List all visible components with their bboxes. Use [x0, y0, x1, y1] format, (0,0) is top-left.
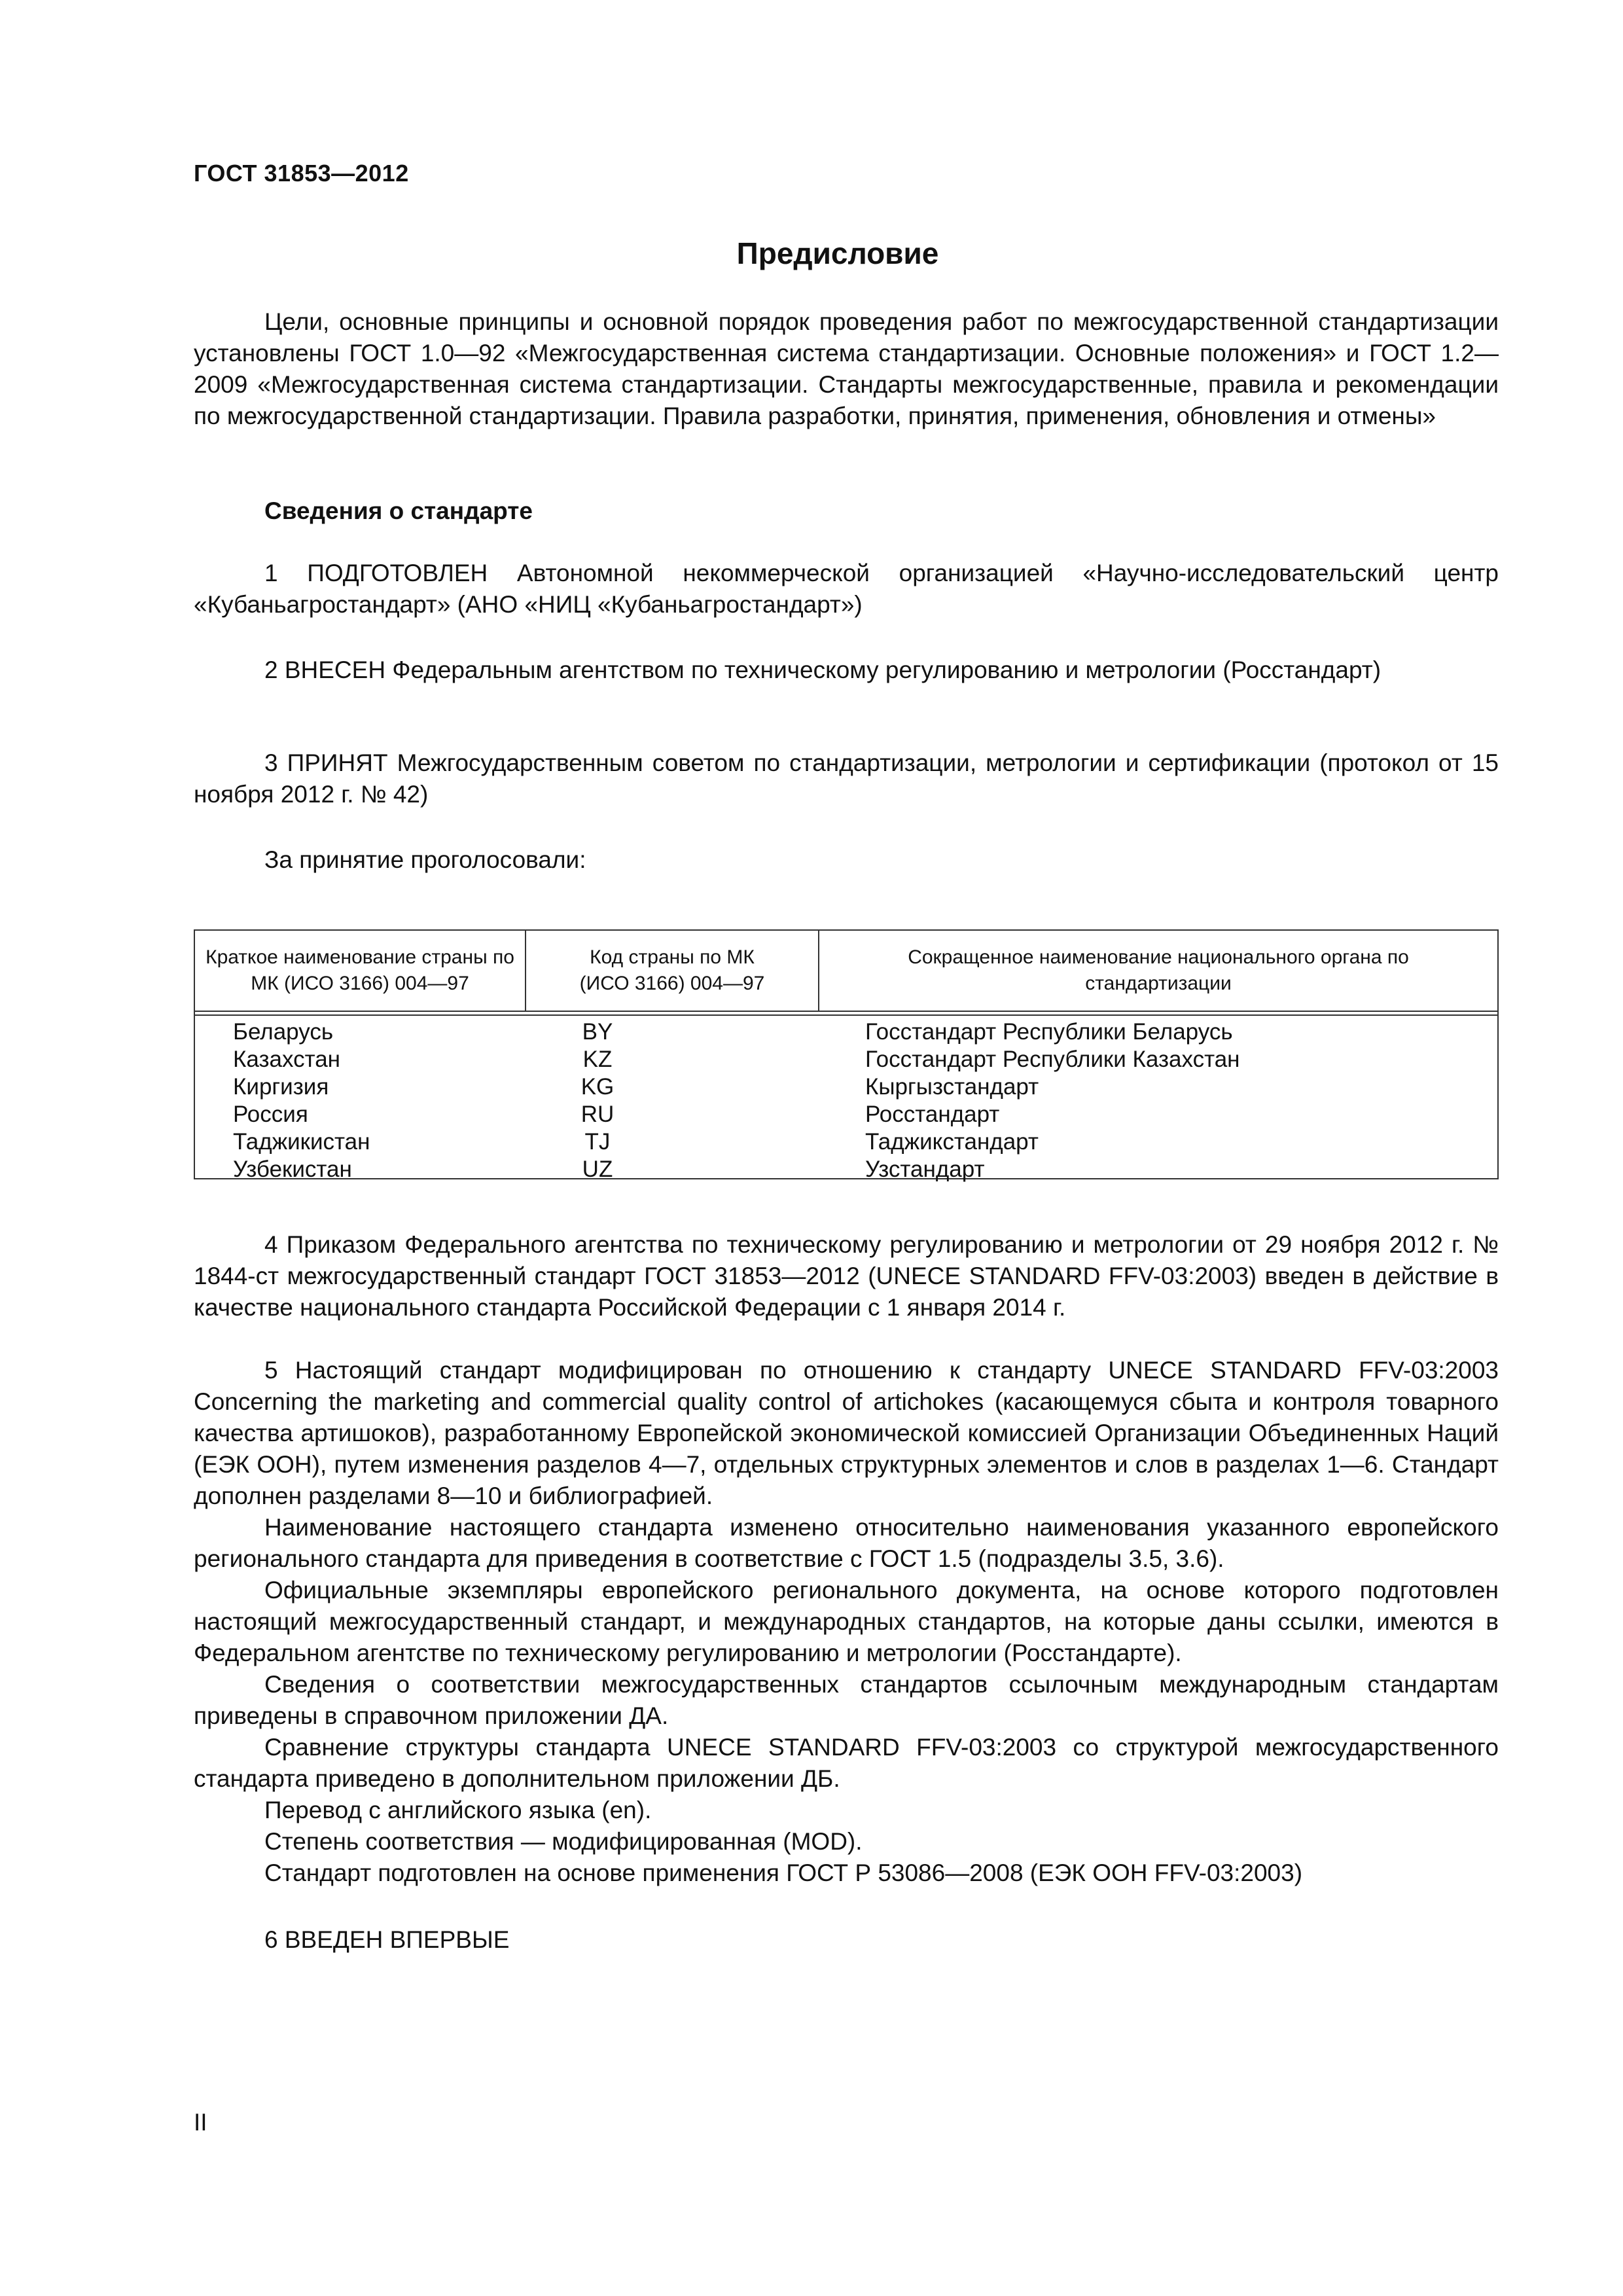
- standard-code: ГОСТ 31853—2012: [194, 160, 409, 187]
- table-row: [195, 1073, 1497, 1101]
- national-body: Кыргызстандарт: [865, 1074, 1039, 1100]
- item-6: 6 ВВЕДЕН ВПЕРВЫЕ: [264, 1926, 510, 1953]
- item-5-paragraph: Сведения о соответствии межгосударственных стандартов ссылочным международным стандартам приведены в справочном приложении ДА.: [194, 1671, 1499, 1729]
- country-code: KG: [580, 1074, 615, 1100]
- national-body: Таджикстандарт: [865, 1129, 1039, 1155]
- header-national-body: Сокращенное наименование национального органа по стандартизации: [908, 946, 1409, 994]
- member-states-table: [194, 929, 1499, 1182]
- national-body: Узстандарт: [865, 1157, 985, 1182]
- item-5-paragraph: Степень соответствия — модифицированная (MOD).: [264, 1828, 863, 1855]
- header-country-code: Код страны по МК (ИСО 3166) 004—97: [579, 946, 765, 994]
- country-code: RU: [580, 1102, 615, 1127]
- table-row: [195, 1156, 1497, 1183]
- table-row: [195, 1018, 1497, 1046]
- intro-paragraph: [194, 306, 1499, 432]
- item-5-paragraph: Официальные экземпляры европейского регионального документа, на основе которого подготовлен настоящий межгосударственный стандарт, и международных стандартов, на которые даны ссылки, имеются в Федеральном агентстве по техническому регулированию и метрологии (Росстандарте).: [194, 1577, 1499, 1666]
- item-5: [194, 1355, 1499, 1889]
- item-1-text: 1 ПОДГОТОВЛЕН Автономной некоммерческой организацией «Научно-исследовательский центр «Кубаньагростандарт» (АНО «НИЦ «Кубаньагростандарт»): [194, 560, 1499, 618]
- table-row: [195, 1128, 1497, 1156]
- intro-text: Цели, основные принципы и основной порядок проведения работ по межгосударственной стандартизации установлены ГОСТ 1.0—92 «Межгосударственная система стандартизации. Основные положения» и ГОСТ 1.2—2009 «Межгосударственная система стандартизации. Стандарты межгосударственные, правила и рекомендации по межгосударственной стандартизации. Правила разработки, принятия, применения, обновления и отмены»: [194, 308, 1499, 429]
- country-name: Таджикистан: [233, 1129, 370, 1155]
- country-code: TJ: [584, 1129, 611, 1155]
- item-3: [194, 747, 1499, 810]
- item-5-paragraph: 5 Настоящий стандарт модифицирован по отношению к стандарту UNECE STANDARD FFV-03:2003 Concerning the marketing and commercial quality control of artichokes (касающемуся сбыта и контроля товарного качества артишоков), разработанному Европейской экономической комиссией Организации Объединенных Наций (ЕЭК ООН), путем изменения разделов 4—7, отдельных структурных элементов и слов в разделах 1—6. Стандарт дополнен разделами 8—10 и библиографией.: [194, 1357, 1499, 1509]
- page-title: Предисловие: [736, 236, 939, 270]
- table-header: [195, 931, 1497, 1011]
- table-body: [195, 1018, 1497, 1183]
- item-5-paragraph: Перевод с английского языка (en).: [264, 1797, 652, 1823]
- item-4: [194, 1229, 1499, 1323]
- table-row: [195, 1101, 1497, 1128]
- info-heading: Сведения о стандарте: [264, 497, 533, 524]
- country-name: Казахстан: [233, 1047, 341, 1072]
- country-name: Беларусь: [233, 1019, 334, 1045]
- item-1: [194, 558, 1499, 620]
- item-2-text: 2 ВНЕСЕН Федеральным агентством по техническому регулированию и метрологии (Росстандарт): [264, 656, 1382, 683]
- country-code: KZ: [582, 1047, 613, 1072]
- country-code: UZ: [582, 1157, 613, 1182]
- header-divider: [195, 1014, 1497, 1016]
- item-3-text: 3 ПРИНЯТ Межгосударственным советом по стандартизации, метрологии и сертификации (протокол от 15 ноября 2012 г. № 42): [194, 749, 1499, 808]
- table-row: [195, 1046, 1497, 1073]
- country-name: Узбекистан: [233, 1157, 352, 1182]
- country-code: BY: [582, 1019, 613, 1045]
- country-name: Киргизия: [233, 1074, 329, 1100]
- header-country-name: Краткое наименование страны по МК (ИСО 3166) 004—97: [205, 946, 514, 994]
- national-body: Госстандарт Республики Беларусь: [865, 1019, 1233, 1045]
- item-5-paragraph: Сравнение структуры стандарта UNECE STANDARD FFV-03:2003 со структурой межгосударственного стандарта приведено в дополнительном приложении ДБ.: [194, 1734, 1499, 1792]
- country-name: Россия: [233, 1102, 308, 1127]
- vote-label: За принятие проголосовали:: [264, 846, 586, 873]
- item-5-paragraph: Наименование настоящего стандарта изменено относительно наименования указанного европейского регионального стандарта для приведения в соответствие с ГОСТ 1.5 (подразделы 3.5, 3.6).: [194, 1514, 1499, 1572]
- national-body: Госстандарт Республики Казахстан: [865, 1047, 1240, 1072]
- item-2: [194, 655, 1499, 686]
- header-divider: [195, 1011, 1497, 1012]
- item-4-text: 4 Приказом Федерального агентства по техническому регулированию и метрологии от 29 ноября 2012 г. № 1844-ст межгосударственный стандарт ГОСТ 31853—2012 (UNECE STANDARD FFV-03:2003) введен в действие в качестве национального стандарта Российской Федерации с 1 января 2014 г.: [194, 1231, 1499, 1321]
- item-5-paragraph: Стандарт подготовлен на основе применения ГОСТ Р 53086—2008 (ЕЭК ООН FFV-03:2003): [264, 1859, 1303, 1886]
- page-number: II: [194, 2109, 207, 2136]
- national-body: Росстандарт: [865, 1102, 1000, 1127]
